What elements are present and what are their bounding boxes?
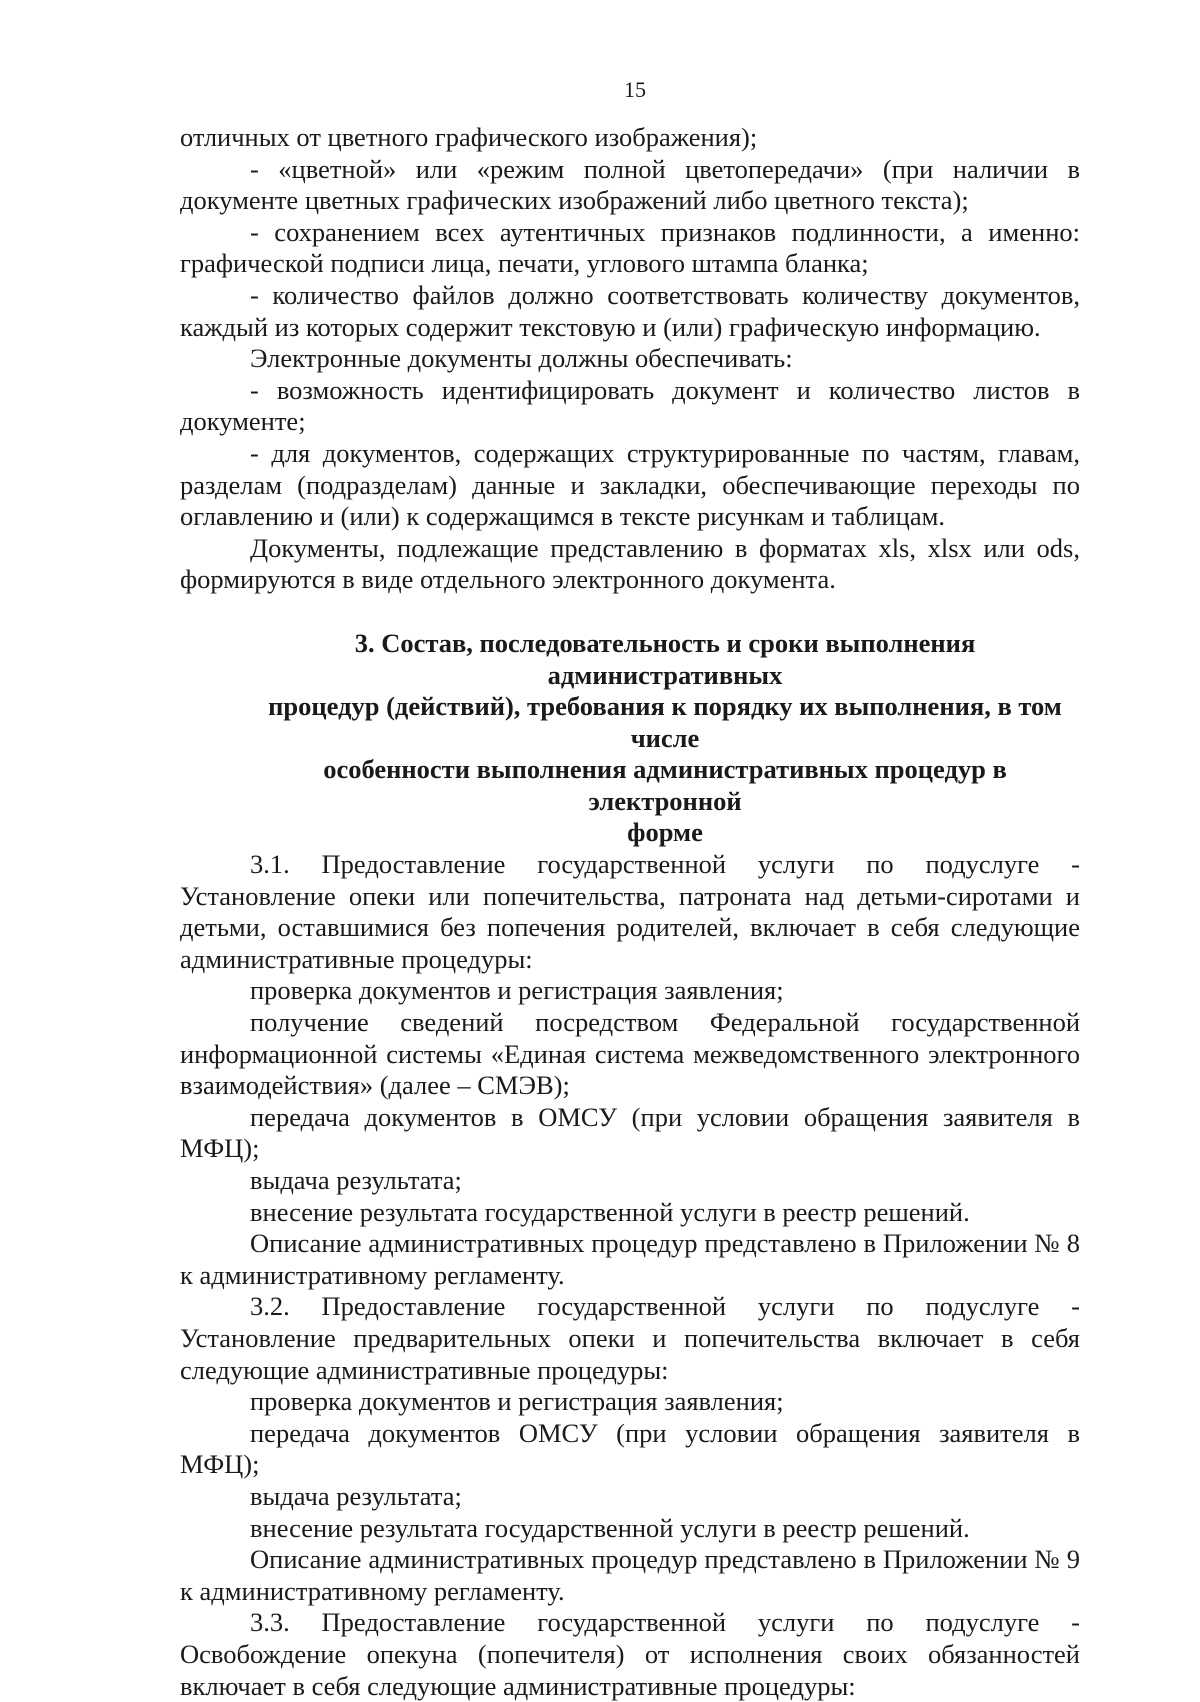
paragraph-identify-document: - возможность идентифицировать документ и количество листов в документе; — [180, 374, 1080, 437]
heading-line: форме — [627, 817, 703, 848]
heading-line: процедур (действий), требования к порядку их выполнения, в том числе — [268, 691, 1062, 753]
section-3-2-intro: 3.2. Предоставление государственной услуги по подуслуге - Установление предварительных опеки и попечительства включает в себя следующие административные процедуры: — [180, 1291, 1080, 1385]
paragraph-color-mode: - «цветной» или «режим полной цветопередачи» (при наличии в документе цветных графических изображений либо цветного текста); — [180, 153, 1080, 216]
list-item: выдача результата; — [250, 1480, 462, 1511]
section-3-1-description: Описание административных процедур представлено в Приложении № 8 к административному регламенту. — [180, 1228, 1080, 1290]
page-number: 15 — [624, 77, 646, 102]
section-heading — [180, 628, 1080, 849]
paragraph-continuation: отличных от цветного графического изображения); — [180, 122, 758, 152]
list-item: проверка документов и регистрация заявления; — [250, 1386, 784, 1417]
paragraph-authenticity: - сохранением всех аутентичных признаков подлинности, а именно: графической подписи лица, печати, углового штампа бланка; — [180, 216, 1080, 279]
list-item: передача документов в ОМСУ (при условии обращения заявителя в МФЦ); — [180, 1101, 1080, 1164]
list-item: внесение результата государственной услуги в реестр решений. — [250, 1512, 970, 1543]
paragraph-file-count: - количество файлов должно соответствовать количеству документов, каждый из которых содержит текстовую и (или) графическую информацию. — [180, 279, 1080, 342]
section-3-2-description: Описание административных процедур представлено в Приложении № 9 к административному регламенту. — [180, 1544, 1080, 1606]
list-item: проверка документов и регистрация заявления; — [250, 975, 784, 1006]
paragraph-structured-docs: - для документов, содержащих структурированные по частям, главам, разделам (подразделам) данные и закладки, обеспечивающие переходы по оглавлению и (или) к содержащимся в тексте рисункам и таблицам. — [180, 437, 1080, 532]
heading-line: 3. Состав, последовательность и сроки выполнения административных — [354, 627, 976, 690]
list-item: передача документов ОМСУ (при условии обращения заявителя в МФЦ); — [180, 1417, 1080, 1480]
list-item: внесение результата государственной услуги в реестр решений. — [250, 1196, 970, 1227]
section-3-3-intro: 3.3. Предоставление государственной услуги по подуслуге - Освобождение опекуна (попечителя) от исполнения своих обязанностей включает в себя следующие административные процедуры: — [180, 1607, 1080, 1701]
list-item: получение сведений посредством Федеральной государственной информационной системы «Единая система межведомственного электронного взаимодействия» (далее – СМЭВ); — [180, 1007, 1080, 1101]
heading-line: особенности выполнения административных процедур в электронной — [323, 754, 1007, 816]
list-item: выдача результата; — [250, 1165, 462, 1195]
paragraph-spreadsheet-formats: Документы, подлежащие представлению в форматах xls, xlsx или ods, формируются в виде отдельного электронного документа. — [180, 532, 1080, 595]
section-3-1-intro: 3.1. Предоставление государственной услуги по подуслуге - Установление опеки или попечительства, патроната над детьми-сиротами и детьми, оставшимися без попечения родителей, включает в себя следующие административные процедуры: — [180, 849, 1080, 974]
paragraph-electronic-docs: Электронные документы должны обеспечивать: — [250, 343, 793, 374]
